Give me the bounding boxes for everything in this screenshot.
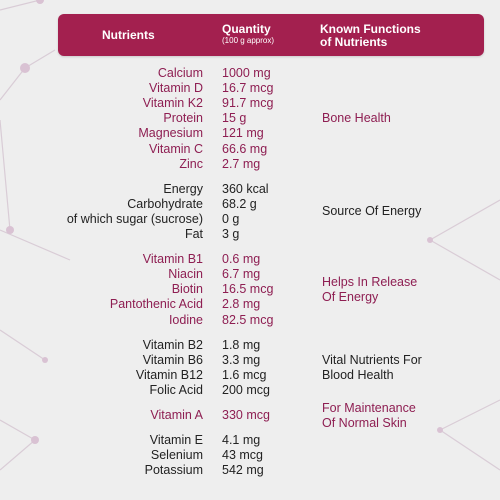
table-header [58,14,484,56]
header-quantity-sub: (100 g approx) [222,36,275,45]
table-row [0,81,500,96]
table-row [0,408,500,423]
nutrient-name: Fat [184,227,203,241]
table-row [0,66,500,81]
nutrient-name: Pantothenic Acid [109,297,203,312]
nutrient-quantity: 200 mcg [222,382,270,397]
table-row [0,227,500,242]
nutrient-quantity: 2.8 mg [222,297,261,312]
nutrient-name: Vitamin K2 [142,96,203,111]
nutrient-quantity: 121 mg [222,126,264,141]
nutrient-name: Niacin [168,267,203,282]
table-row [0,353,500,368]
header-functions-line2: of Nutrients [320,35,388,49]
nutrient-function: Source Of Energy [322,204,422,219]
nutrient-quantity: 16.5 mcg [222,282,274,297]
header-quantity-label: Quantity [222,22,271,36]
table-row [0,313,500,328]
nutrient-quantity: 4.1 mg [222,433,261,448]
table-row [0,111,500,126]
table-row [0,267,500,282]
nutrient-name: Energy [163,181,203,196]
nutrient-quantity: 91.7 mcg [222,96,274,111]
nutrient-name: Calcium [157,66,203,80]
nutrient-name: Biotin [171,282,203,297]
nutrient-function: For Maintenance [322,400,416,415]
nutrient-name: Iodine [168,312,203,327]
nutrient-quantity: 1.8 mg [222,337,261,352]
nutrient-quantity: 0.6 mg [222,252,261,267]
nutrient-function: Blood Health [322,367,394,382]
nutrient-function: Of Normal Skin [322,415,407,430]
nutrient-function: Of Energy [322,289,379,304]
nutrient-quantity: 3 g [222,227,240,241]
header-quantity [222,23,274,45]
nutrient-name: Potassium [144,463,203,478]
nutrient-name: Vitamin E [149,433,203,448]
nutrient-quantity: 6.7 mg [222,267,261,282]
nutrient-quantity: 0 g [222,211,240,226]
nutrient-function: Bone Health [322,111,391,126]
nutrient-name: Vitamin C [149,141,203,156]
table-row [0,96,500,111]
table-row [0,383,500,398]
header-nutrients: Nutrients [102,28,155,42]
nutrient-quantity: 43 mcg [222,448,263,463]
table-row [0,433,500,448]
table-row [0,282,500,297]
nutrient-name: Vitamin B12 [135,367,203,382]
table-row [0,463,500,478]
table-row [0,252,500,267]
nutrient-name: Vitamin A [150,408,203,422]
nutrient-quantity: 3.3 mg [222,352,261,367]
header-functions-line1: Known Functions [320,22,421,36]
nutrient-name: Vitamin D [149,81,203,96]
table-row [0,126,500,141]
table-row [0,368,500,383]
nutrient-quantity: 82.5 mcg [222,312,274,327]
table-row [0,212,500,227]
nutrient-quantity: 66.6 mg [222,141,268,156]
table-row [0,338,500,353]
nutrient-name: Protein [163,111,203,126]
nutrient-name: Vitamin B6 [142,352,203,367]
nutrient-quantity: 1000 mg [222,66,271,80]
nutrient-name: Magnesium [138,126,203,141]
table-row [0,297,500,312]
header-functions [320,23,421,49]
nutrient-name: Carbohydrate [127,196,203,211]
table-row [0,197,500,212]
nutrient-function: Helps In Release [322,274,418,289]
nutrient-quantity: 1.6 mcg [222,367,267,382]
table-row [0,157,500,172]
nutrient-name: Folic Acid [149,382,203,397]
table-row [0,182,500,197]
table-row [0,448,500,463]
nutrient-name: Zinc [179,156,203,171]
nutrient-quantity: 330 mcg [222,408,270,422]
nutrient-quantity: 360 kcal [222,181,269,196]
nutrient-name: Vitamin B2 [142,337,203,352]
nutrient-name: Vitamin B1 [142,252,203,267]
nutrient-function: Vital Nutrients For [322,352,422,367]
nutrient-quantity: 16.7 mcg [222,81,274,96]
nutrient-name: of which sugar (sucrose) [66,211,203,226]
table-row [0,142,500,157]
nutrient-quantity: 15 g [222,111,247,126]
nutrient-quantity: 2.7 mg [222,156,261,171]
nutrient-name: Selenium [150,448,203,463]
nutrient-quantity: 68.2 g [222,196,257,211]
nutrient-quantity: 542 mg [222,463,264,478]
